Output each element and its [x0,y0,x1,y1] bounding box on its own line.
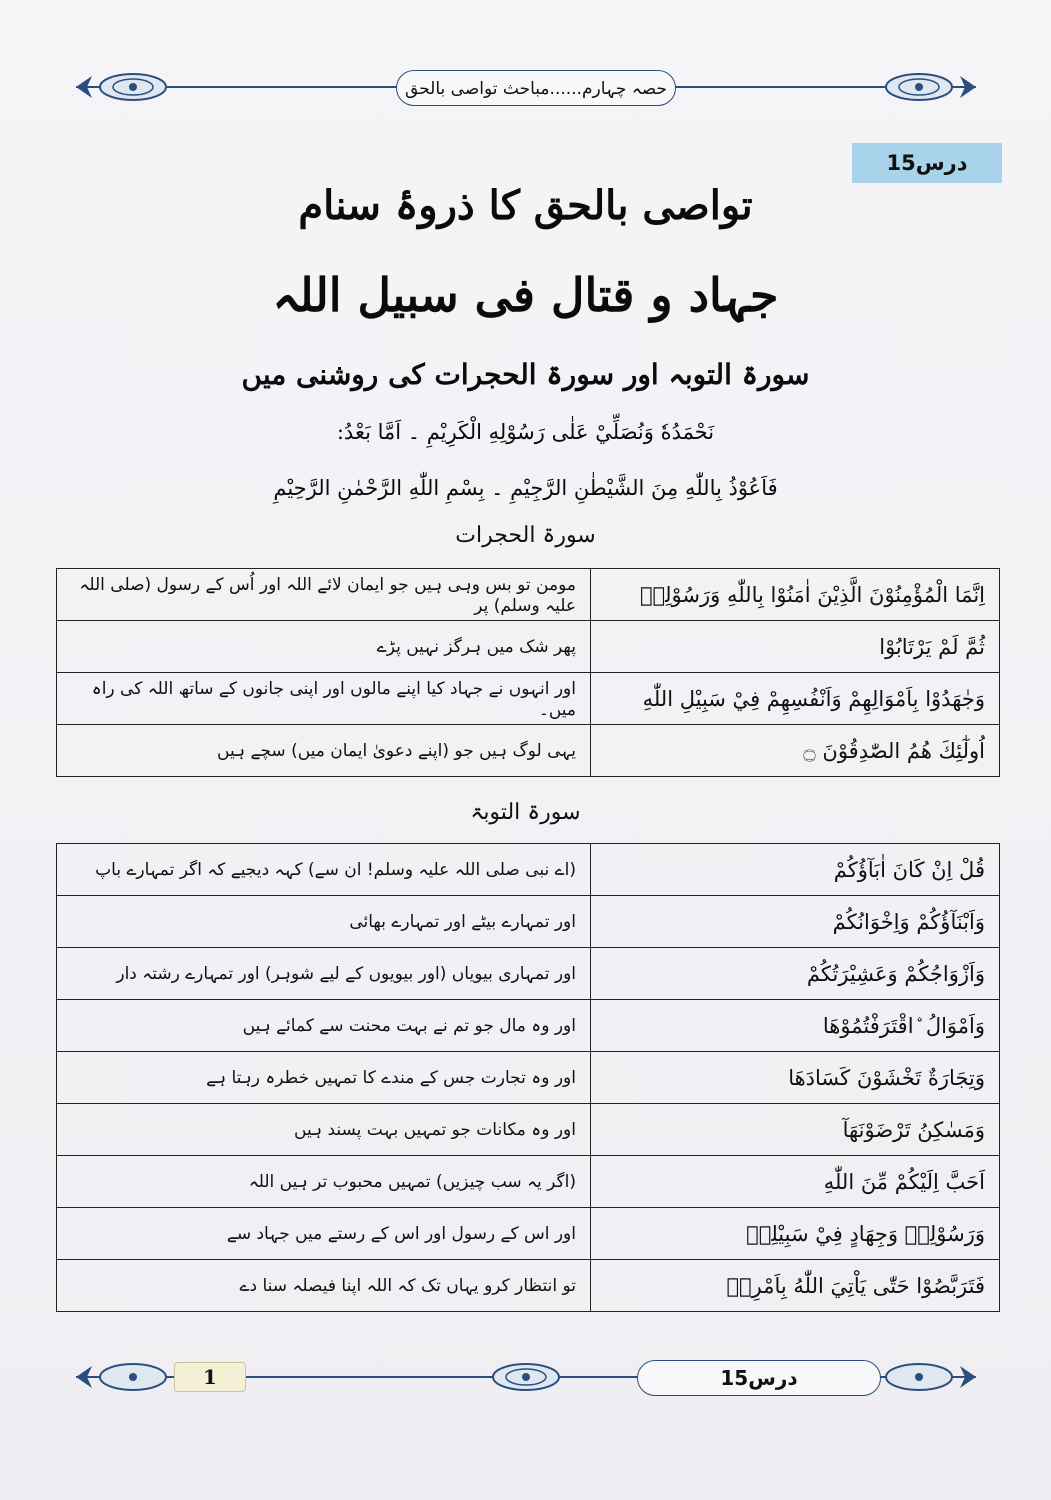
arabic-verse-cell: قُلْ اِنْ كَانَ اٰبَآؤُكُمْ [591,844,1000,896]
table-row [57,621,1000,673]
arrow-ornament-icon [960,76,976,98]
arabic-verse-cell: اِنَّمَا الْمُؤْمِنُوْنَ الَّذِيْنَ اٰمَنُوْا بِاللّٰهِ وَرَسُوْلِهٖ [591,569,1000,621]
floral-ornament-icon [98,72,168,102]
table-row [57,569,1000,621]
table-row [57,1104,1000,1156]
arrow-ornament-icon [76,76,92,98]
table-row [57,1156,1000,1208]
subtitle: سورۃ التوبہ اور سورۃ الحجرات کی روشنی میں [241,358,810,391]
arabic-verse-cell: ثُمَّ لَمْ يَرْتَابُوْا [591,621,1000,673]
urdu-translation-cell: اور تمہارے بیٹے اور تمہارے بھائی [57,896,591,948]
arabic-verse-cell: اُولٰٓئِكَ هُمُ الصّٰدِقُوْنَ ۝ [591,725,1000,777]
urdu-translation-cell: اور انہوں نے جہاد کیا اپنے مالوں اور اپنی جانوں کے ساتھ اللہ کی راہ میں۔ [57,673,591,725]
table-row [57,844,1000,896]
urdu-translation-cell: مومن تو بس وہی ہیں جو ایمان لائے اللہ اور اُس کے رسول (صلی اللہ علیہ وسلم) پر [57,569,591,621]
urdu-translation-cell: اور تمہاری بیویاں (اور بیویوں کے لیے شوہر) اور تمہارے رشتہ دار [57,948,591,1000]
footer-lesson-label: درس15 [720,1366,798,1390]
arabic-verse-cell: فَتَرَبَّصُوْا حَتّٰى يَاْتِيَ اللّٰهُ بِاَمْرِهٖ [591,1260,1000,1312]
table-row [57,1208,1000,1260]
arabic-verse-cell: وَاَبْنَآؤُكُمْ وَاِخْوَانُكُمْ [591,896,1000,948]
arabic-verse-cell: وَتِجَارَةٌ تَخْشَوْنَ كَسَادَهَا [591,1052,1000,1104]
urdu-translation-cell: تو انتظار کرو یہاں تک کہ اللہ اپنا فیصلہ سنا دے [57,1260,591,1312]
page-number: 1 [174,1362,246,1392]
arabic-verse-cell: وَاَزْوَاجُكُمْ وَعَشِيْرَتُكُمْ [591,948,1000,1000]
footer-lesson-capsule [637,1360,881,1396]
taawwudh-line: فَاَعُوْذُ بِاللّٰهِ مِنَ الشَّيْطٰنِ الرَّجِيْمِ ۔ بِسْمِ اللّٰهِ الرَّحْمٰنِ الرَّحِيْمِ [273,476,778,500]
table-row [57,1260,1000,1312]
arabic-verse-cell: اَحَبَّ اِلَيْكُمْ مِّنَ اللّٰهِ [591,1156,1000,1208]
main-title-line-1: تواصی بالحق کا ذروۂ سنام [298,182,753,229]
table-row [57,725,1000,777]
hamd-line: نَحْمَدُهٗ وَنُصَلِّيْ عَلٰى رَسُوْلِهِ الْكَرِيْمِ ۔ اَمَّا بَعْدُ: [336,420,715,444]
ayat-table-tawbah [56,843,1000,1312]
floral-ornament-icon [491,1362,561,1392]
urdu-translation-cell: اور وہ تجارت جس کے مندے کا تمہیں خطرہ رہتا ہے [57,1052,591,1104]
floral-ornament-icon [884,72,954,102]
urdu-translation-cell: (اگر یہ سب چیزیں) تمہیں محبوب تر ہیں اللہ [57,1156,591,1208]
floral-ornament-icon [98,1362,168,1392]
urdu-translation-cell: پھر شک میں ہرگز نہیں پڑے [57,621,591,673]
arabic-verse-cell: وَجٰهَدُوْا بِاَمْوَالِهِمْ وَاَنْفُسِهِمْ فِيْ سَبِيْلِ اللّٰهِ [591,673,1000,725]
lesson-badge [852,143,1002,183]
urdu-translation-cell: یہی لوگ ہیں جو (اپنے دعویٰ ایمان میں) سچے ہیں [57,725,591,777]
section-heading-hujurat: سورۃ الحجرات [455,523,596,548]
urdu-translation-cell: اور وہ مکانات جو تمہیں بہت پسند ہیں [57,1104,591,1156]
table-row [57,673,1000,725]
main-title-line-2: جہاد و قتال فی سبیل اللہ [272,268,779,322]
urdu-translation-cell: اور وہ مال جو تم نے بہت محنت سے کمائے ہیں [57,1000,591,1052]
table-row [57,1052,1000,1104]
section-heading-tawbah: سورۃ التوبۃ [470,800,581,825]
ayat-table-hujurat [56,568,1000,777]
arabic-verse-cell: وَمَسٰكِنُ تَرْضَوْنَهَآ [591,1104,1000,1156]
table-row [57,948,1000,1000]
lesson-badge-label: درس15 [886,151,968,175]
floral-ornament-icon [884,1362,954,1392]
arabic-verse-cell: وَرَسُوْلِهٖ وَجِهَادٍ فِيْ سَبِيْلِهٖ [591,1208,1000,1260]
section-label: حصہ چہارم......مباحث تواصی بالحق [405,78,667,99]
section-label-capsule [396,70,676,106]
arabic-verse-cell: وَاَمْوَالُ ۨاقْتَرَفْتُمُوْهَا [591,1000,1000,1052]
urdu-translation-cell: (اے نبی صلی اللہ علیہ وسلم! ان سے) کہہ دیجیے کہ اگر تمہارے باپ [57,844,591,896]
arrow-ornament-icon [960,1366,976,1388]
urdu-translation-cell: اور اس کے رسول اور اس کے رستے میں جہاد سے [57,1208,591,1260]
table-row [57,896,1000,948]
arrow-ornament-icon [76,1366,92,1388]
table-row [57,1000,1000,1052]
